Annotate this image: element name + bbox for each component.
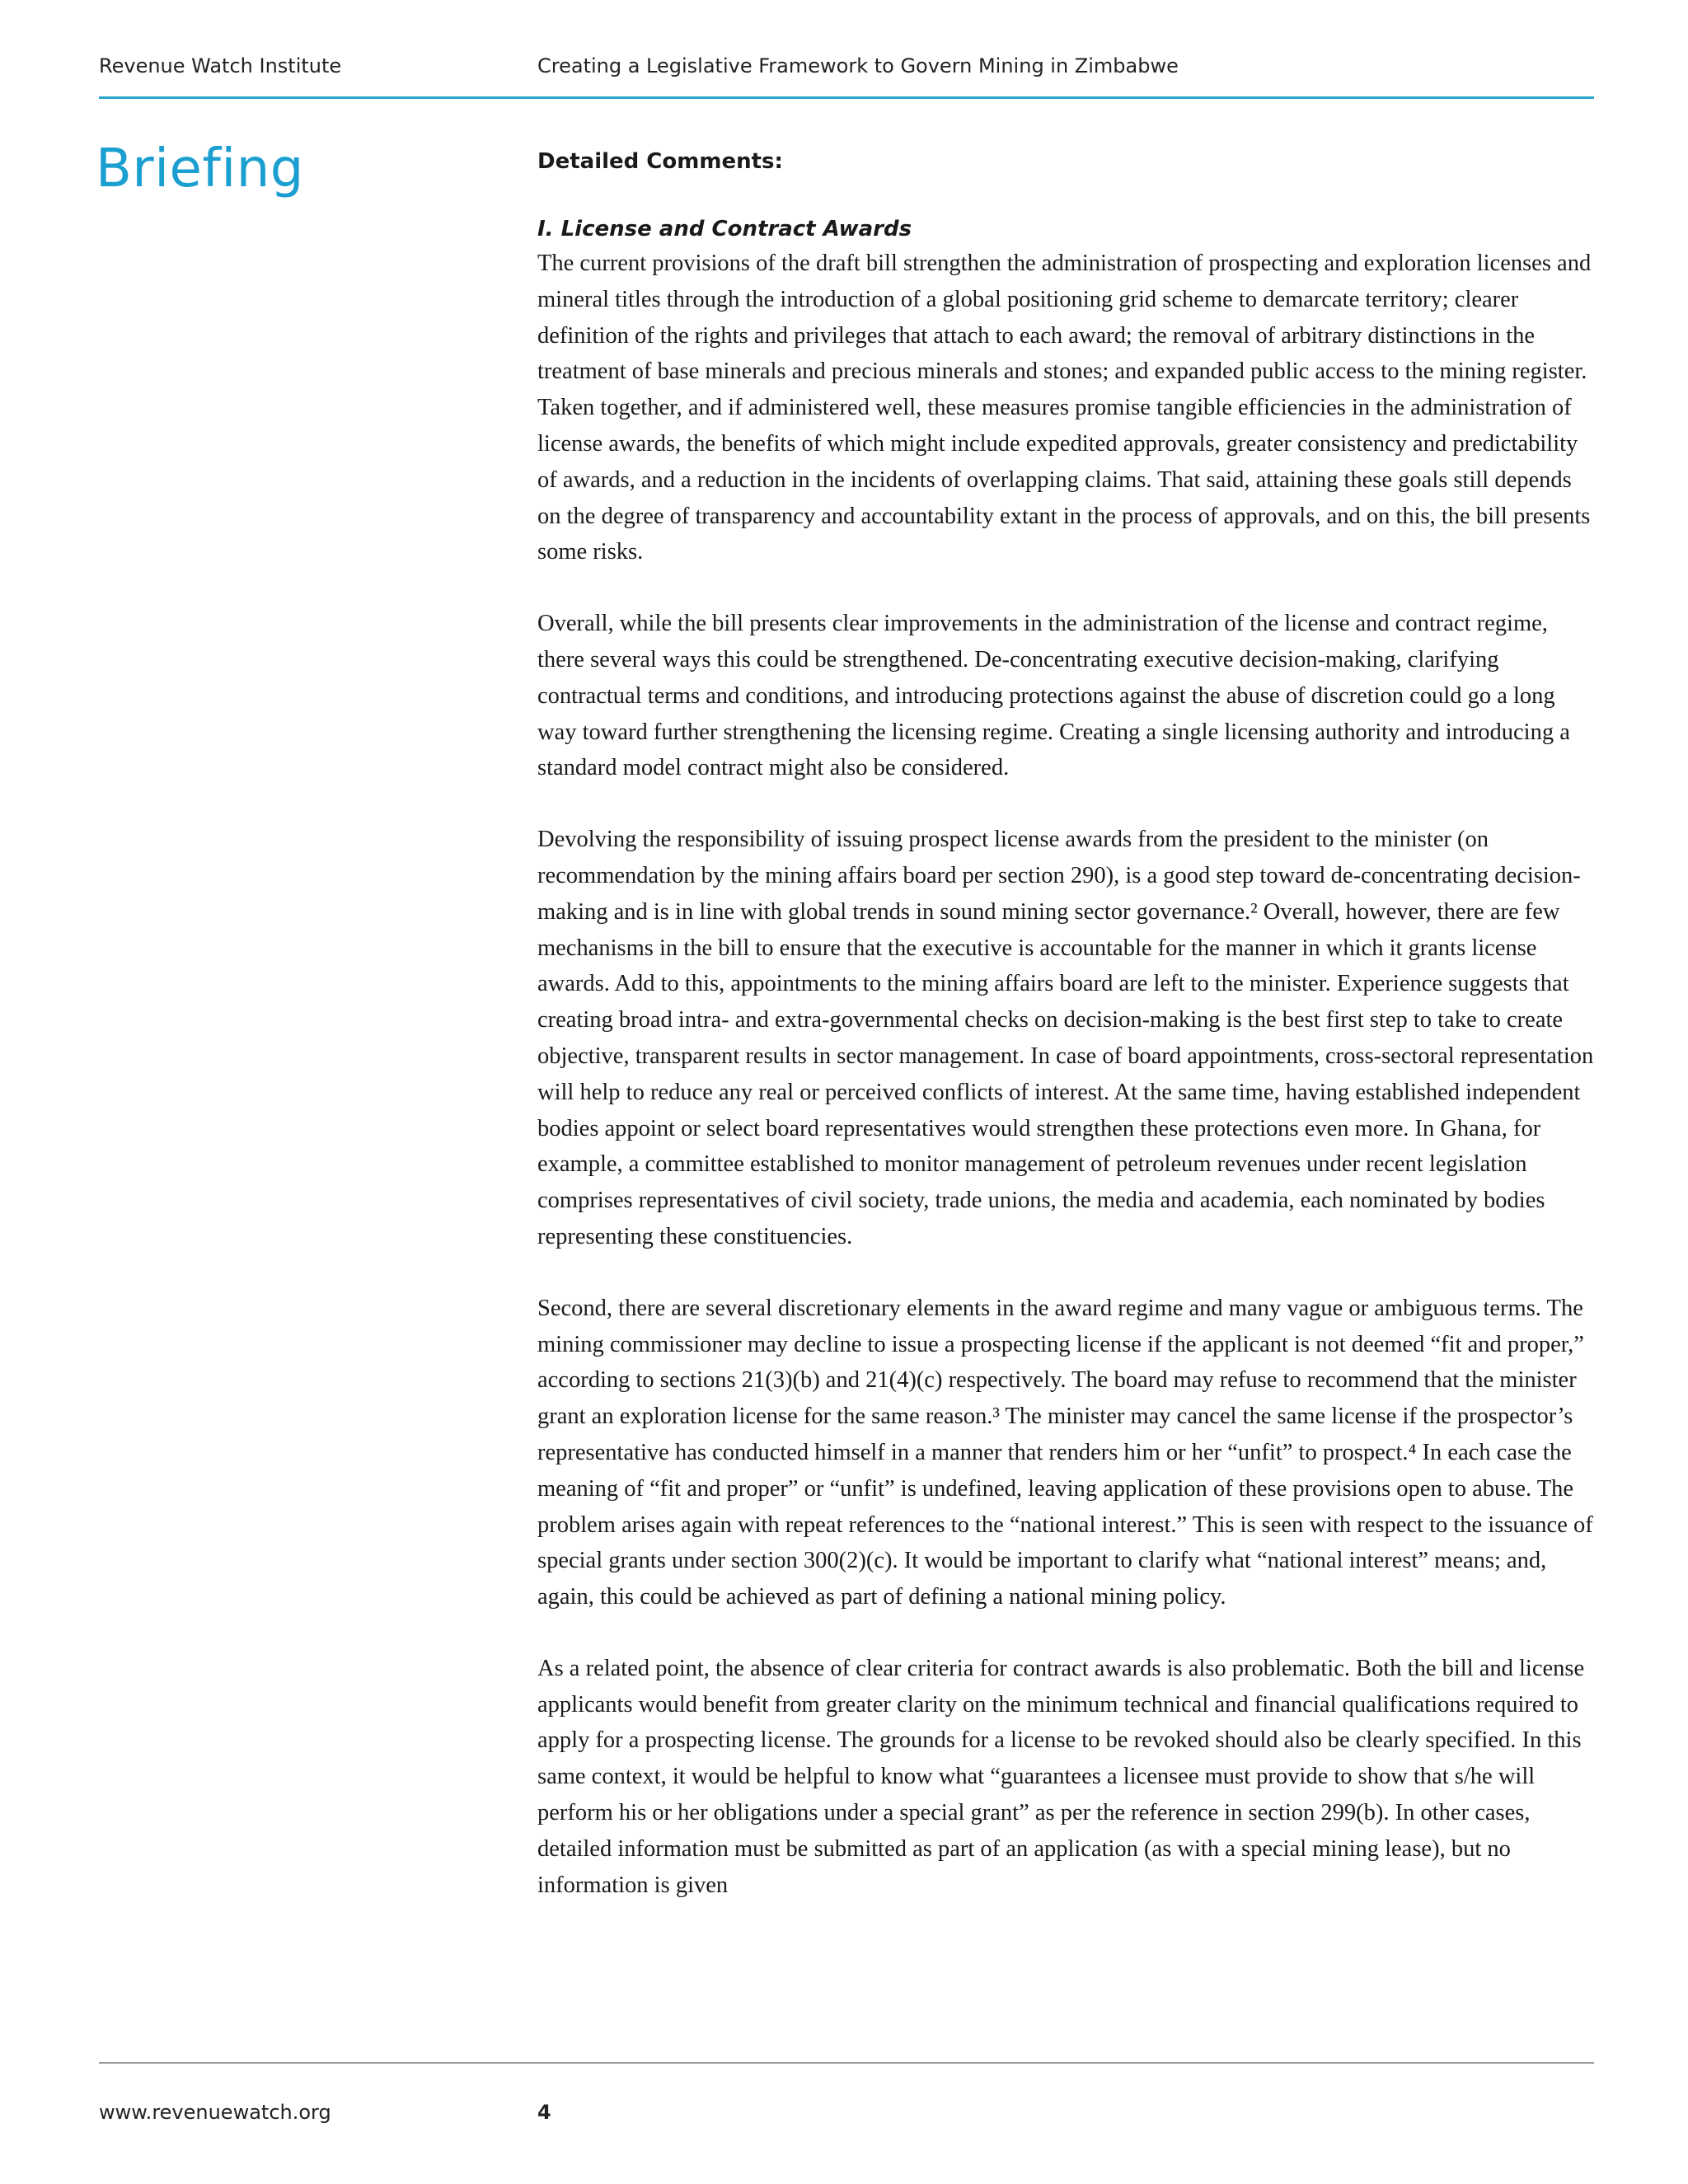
body-paragraph-5: As a related point, the absence of clear criteria for contract awards is also problematic. Both the bill and license applicants would benefit from greater clarity on the minimum technical and financial qualifications required to apply for a prospecting license. The grounds for a license to be revoked should also be clearly specified. In this same context, it would be helpful to know what “guarantees a licensee must provide to show that s/he will perform his or her obligations under a special grant” as per the reference in section 299(b). In other cases, detailed information must be submitted as part of an application (as with a special mining lease), but no information is given [537, 1655, 1585, 1898]
header-report-title: Creating a Legislative Framework to Govern Mining in Zimbabwe [537, 54, 1179, 77]
header-rule [99, 96, 1594, 99]
section-heading: Detailed Comments: [537, 149, 783, 174]
body-paragraph-2: Overall, while the bill presents clear improvements in the administration of the license and contract regime, there several ways this could be strengthened. De-concentrating executive decision-making, clarifying contractual terms and conditions, and introducing protections against the abuse of discretion could go a long way toward further strengthening the licensing regime. Creating a single licensing authority and introducing a standard model contract might also be considered. [537, 611, 1570, 781]
page-number: 4 [537, 2101, 551, 2124]
body-paragraph-3: Devolving the responsibility of issuing prospect license awards from the president to the minister (on recommendation by the mining affairs board per section 290), is a good step toward de-concentrating decision-making and is in line with global trends in sound mining sector governance.² Overall, however, there are few mechanisms in the bill to ensure that the executive is accountable for the manner in which it grants license awards. Add to this, appointments to the mining affairs board are left to the minister. Experience suggests that creating broad intra- and extra-governmental checks on decision-making is the best first step to take to create objective, transparent results in sector management. In case of board appointments, cross-sectoral representation will help to reduce any real or perceived conflicts of interest. At the same time, having established independent bodies appoint or select board representatives would strengthen these protections even more. In Ghana, for example, a committee established to monitor management of petroleum revenues under recent legislation comprises representatives of civil society, trade unions, the media and academia, each nominated by bodies representing these constituencies. [537, 827, 1594, 1249]
briefing-label: Briefing [96, 138, 304, 199]
footer-rule [99, 2062, 1594, 2064]
footer-website-link[interactable]: www.revenuewatch.org [99, 2101, 331, 2124]
subheading: I. License and Contract Awards [537, 217, 912, 241]
body-paragraph-1: The current provisions of the draft bill strengthen the administration of prospecting and exploration licenses and mineral titles through the introduction of a global positioning grid scheme to demarcate territory; clearer definition of the rights and privileges that attach to each award; the removal of arbitrary distinctions in the treatment of base minerals and precious minerals and stones; and expanded public access to the mining register. Taken together, and if administered well, these measures promise tangible efficiencies in the administration of license awards, the benefits of which might include expedited approvals, greater consistency and predictability of awards, and a reduction in the incidents of overlapping claims. That said, attaining these goals still depends on the degree of transparency and accountability extant in the process of approvals, and on this, the bill presents some risks. [537, 251, 1592, 565]
header-publisher: Revenue Watch Institute [99, 54, 342, 77]
body-paragraph-4: Second, there are several discretionary elements in the award regime and many vague or ambiguous terms. The mining commissioner may decline to issue a prospecting license if the applicant is not deemed “fit and proper,” according to sections 21(3)(b) and 21(4)(c) respectively. The board may refuse to recommend that the minister grant an exploration license for the same reason.³ The minister may cancel the same license if the prospector’s representative has conducted himself in a manner that renders him or her “unfit” to prospect.⁴ In each case the meaning of “fit and proper” or “unfit” is undefined, leaving application of these provisions open to abuse. The problem arises again with repeat references to the “national interest.” This is seen with respect to the issuance of special grants under section 300(2)(c). It would be important to clarify what “national interest” means; and, again, this could be achieved as part of defining a national mining policy. [537, 1295, 1593, 1610]
main-content [537, 145, 1597, 1903]
